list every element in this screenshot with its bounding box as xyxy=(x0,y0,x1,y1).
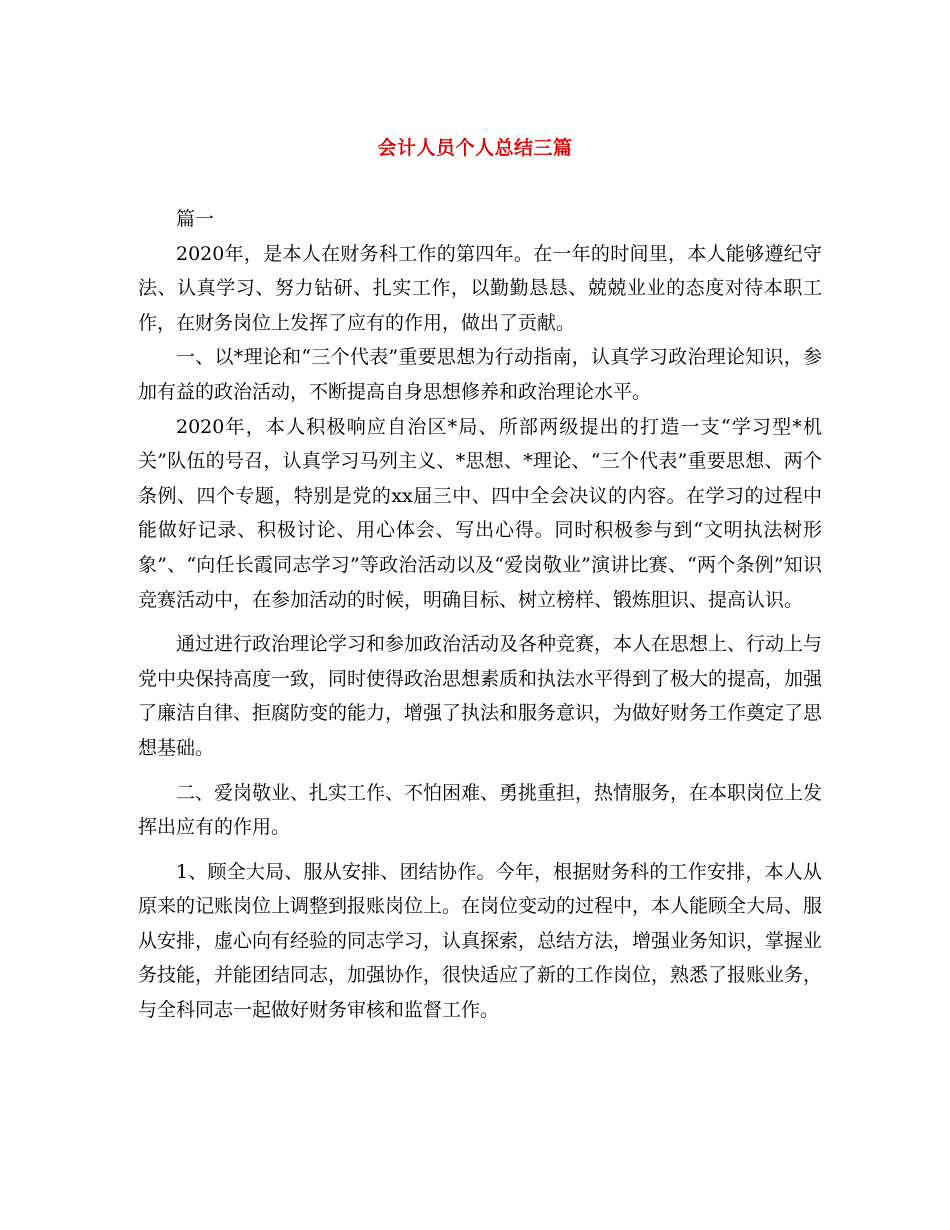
document-title: 会计人员个人总结三篇 xyxy=(377,137,573,159)
section-heading: 篇一 xyxy=(176,208,215,230)
paragraph: 通过进行政治理论学习和参加政治活动及各种竞赛，本人在思想上、行动上与党中央保持高度一致，同时使得政治思想素质和执法水平得到了极大的提高，加强了廉洁自律、拒腐防变的能力，增强了执法和服务意识，为做好财务工作奠定了思想基础。 xyxy=(138,633,823,759)
paragraph: 二、爱岗敬业、扎实工作、不怕困难、勇挑重担，热情服务，在本职岗位上发挥出应有的作用。 xyxy=(138,781,823,839)
paragraph: 2020年，本人积极响应自治区*局、所部两级提出的打造一支“学习型*机关”队伍的号召，认真学习马列主义、*思想、*理论、“三个代表”重要思想、两个条例、四个专题，特别是党的xx届三中、四中全会决议的内容。在学习的过程中能做好记录、积极讨论、用心体会、写出心得。同时积极参与到“文明执法树形象”、“向任长霞同志学习”等政治活动以及“爱岗敬业”演讲比赛、“两个条例”知识竞赛活动中，在参加活动的时候，明确目标、树立榜样、锻炼胆识、提高认识。 xyxy=(138,415,822,611)
document-body xyxy=(138,202,822,1028)
paragraph: 2020年，是本人在财务科工作的第四年。在一年的时间里，本人能够遵纪守法、认真学习、努力钻研、扎实工作，以勤勤恳恳、兢兢业业的态度对待本职工作，在财务岗位上发挥了应有的作用，做出了贡献。 xyxy=(138,242,822,334)
paragraph: 一、以*理论和“三个代表”重要思想为行动指南，认真学习政治理论知识，参加有益的政治活动，不断提高自身思想修养和政治理论水平。 xyxy=(138,346,822,403)
paragraph: 1、顾全大局、服从安排、团结协作。今年，根据财务科的工作安排，本人从原来的记账岗位上调整到报账岗位上。在岗位变动的过程中，本人能顾全大局、服从安排，虚心向有经验的同志学习，认真探索，总结方法，增强业务知识，掌握业务技能，并能团结同志，加强协作，很快适应了新的工作岗位，熟悉了报账业务，与全科同志一起做好财务审核和监督工作。 xyxy=(138,860,823,1022)
